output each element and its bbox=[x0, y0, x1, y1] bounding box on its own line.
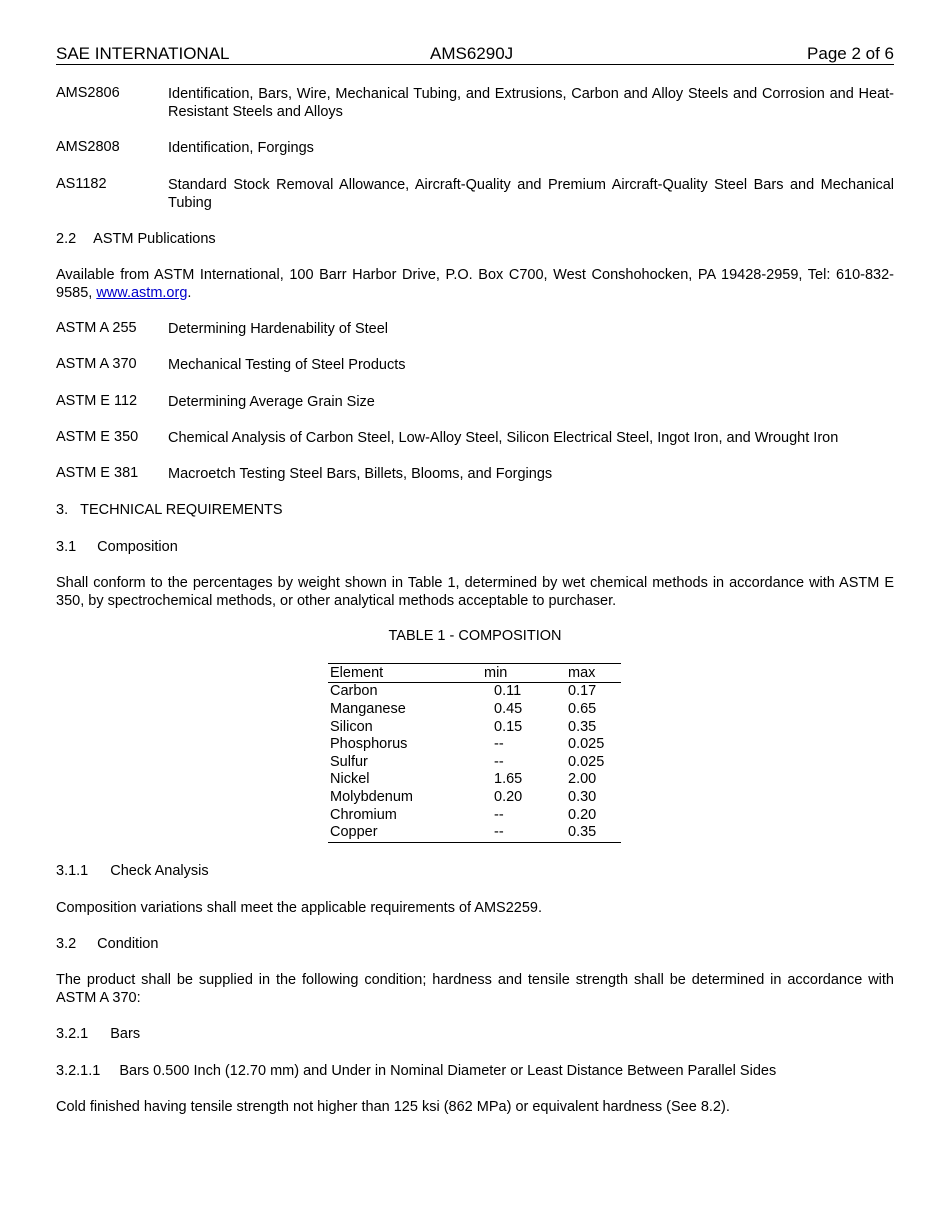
section-heading-3-2-1 bbox=[56, 1025, 894, 1043]
condition-paragraph: The product shall be supplied in the following condition; hardness and tensile strength shall be determined in accordance with ASTM A 370: bbox=[56, 972, 894, 1006]
element-cell: Copper bbox=[330, 824, 378, 840]
table-row bbox=[328, 789, 621, 807]
reference-code: AS1182 bbox=[56, 176, 107, 192]
reference-title: Identification, Bars, Wire, Mechanical Tubing, and Extrusions, Carbon and Alloy Steels and Corrosion and Heat-Resistant Steels and Alloys bbox=[168, 86, 894, 120]
section-title: Bars 0.500 Inch (12.70 mm) and Under in Nominal Diameter or Least Distance Between Parallel Sides bbox=[119, 1063, 777, 1079]
element-cell: Phosphorus bbox=[330, 736, 408, 752]
reference-title: Identification, Forgings bbox=[168, 140, 314, 156]
section-title: TECHNICAL REQUIREMENTS bbox=[80, 502, 283, 518]
reference-title: Determining Average Grain Size bbox=[168, 394, 375, 410]
availability-text: Available from ASTM International, 100 Barr Harbor Drive, P.O. Box C700, West Conshohocken, PA 19428-2959, Tel: 610-832-9585, bbox=[56, 267, 894, 301]
table-row bbox=[328, 771, 621, 789]
column-header-element: Element bbox=[330, 665, 384, 681]
section-title: ASTM Publications bbox=[93, 231, 216, 247]
section-number: 3. bbox=[56, 502, 69, 518]
table-bottom-rule bbox=[328, 842, 621, 843]
table-row bbox=[328, 736, 621, 754]
element-cell: Nickel bbox=[330, 771, 370, 787]
astm-availability-paragraph bbox=[56, 266, 894, 302]
header-document-number: AMS6290J bbox=[430, 44, 514, 63]
table-caption: TABLE 1 - COMPOSITION bbox=[388, 628, 562, 644]
astm-website-link[interactable]: www.astm.org bbox=[96, 285, 188, 301]
section-title: Condition bbox=[97, 936, 159, 952]
column-header-min: min bbox=[484, 665, 508, 681]
min-cell: 0.11 bbox=[494, 683, 522, 699]
element-cell: Molybdenum bbox=[330, 789, 414, 805]
max-cell: 0.65 bbox=[568, 701, 597, 717]
section-heading-2-2 bbox=[56, 230, 894, 248]
min-cell: 0.20 bbox=[494, 789, 523, 805]
min-cell: 1.65 bbox=[494, 771, 523, 787]
reference-code: ASTM A 370 bbox=[56, 356, 137, 372]
section-number: 3.2.1.1 bbox=[56, 1063, 101, 1079]
table-row bbox=[328, 754, 621, 772]
section-number: 3.1.1 bbox=[56, 863, 89, 879]
max-cell: 2.00 bbox=[568, 771, 597, 787]
section-heading-3-2-1-1 bbox=[56, 1062, 894, 1080]
min-cell: 0.45 bbox=[494, 701, 523, 717]
reference-title: Standard Stock Removal Allowance, Aircraft-Quality and Premium Aircraft-Quality Steel Bars and Mechanical Tubing bbox=[168, 177, 894, 211]
reference-code: ASTM E 112 bbox=[56, 393, 138, 409]
element-cell: Chromium bbox=[330, 807, 397, 823]
element-cell: Sulfur bbox=[330, 754, 368, 770]
max-cell: 0.30 bbox=[568, 789, 597, 805]
min-cell: 0.15 bbox=[494, 719, 523, 735]
section-number: 3.2.1 bbox=[56, 1026, 89, 1042]
section-title: Bars bbox=[110, 1026, 141, 1042]
reference-code: AMS2806 bbox=[56, 85, 120, 101]
section-number: 3.1 bbox=[56, 539, 77, 555]
table-row bbox=[328, 719, 621, 737]
reference-title: Determining Hardenability of Steel bbox=[168, 321, 389, 337]
reference-title: Mechanical Testing of Steel Products bbox=[168, 357, 406, 373]
element-cell: Manganese bbox=[330, 701, 406, 717]
min-cell: -- bbox=[494, 754, 504, 770]
check-analysis-paragraph: Composition variations shall meet the applicable requirements of AMS2259. bbox=[56, 900, 543, 916]
section-title: Composition bbox=[97, 539, 178, 555]
max-cell: 0.025 bbox=[568, 754, 605, 770]
table-row bbox=[328, 807, 621, 825]
reference-code: ASTM A 255 bbox=[56, 320, 137, 336]
column-header-max: max bbox=[568, 665, 596, 681]
table-top-rule bbox=[328, 663, 621, 664]
reference-code: ASTM E 381 bbox=[56, 465, 139, 481]
link-trailing-period: . bbox=[187, 285, 192, 301]
section-heading-3-1 bbox=[56, 538, 894, 556]
bars-condition-paragraph: Cold finished having tensile strength not higher than 125 ksi (862 MPa) or equivalent hardness (See 8.2). bbox=[56, 1099, 730, 1115]
section-heading-3-2 bbox=[56, 935, 894, 953]
table-header-row bbox=[328, 665, 621, 683]
max-cell: 0.35 bbox=[568, 824, 597, 840]
min-cell: -- bbox=[494, 736, 504, 752]
max-cell: 0.17 bbox=[568, 683, 597, 699]
max-cell: 0.025 bbox=[568, 736, 605, 752]
min-cell: -- bbox=[494, 824, 504, 840]
reference-code: AMS2808 bbox=[56, 139, 120, 155]
element-cell: Carbon bbox=[330, 683, 378, 699]
table-row bbox=[328, 683, 621, 701]
section-number: 2.2 bbox=[56, 231, 77, 247]
section-heading-3-1-1 bbox=[56, 862, 894, 880]
max-cell: 0.20 bbox=[568, 807, 597, 823]
reference-code: ASTM E 350 bbox=[56, 429, 139, 445]
section-number: 3.2 bbox=[56, 936, 77, 952]
page-header bbox=[56, 44, 894, 65]
element-cell: Silicon bbox=[330, 719, 373, 735]
section-heading-3 bbox=[56, 501, 894, 519]
min-cell: -- bbox=[494, 807, 504, 823]
reference-title: Macroetch Testing Steel Bars, Billets, Blooms, and Forgings bbox=[168, 466, 553, 482]
table-row bbox=[328, 701, 621, 719]
composition-paragraph: Shall conform to the percentages by weight shown in Table 1, determined by wet chemical methods in accordance with ASTM E 350, by spectrochemical methods, or other analytical methods acceptable to purchaser. bbox=[56, 575, 894, 609]
reference-title: Chemical Analysis of Carbon Steel, Low-Alloy Steel, Silicon Electrical Steel, Ingot Iron, and Wrought Iron bbox=[168, 430, 839, 446]
header-page-number: Page 2 of 6 bbox=[807, 44, 894, 63]
max-cell: 0.35 bbox=[568, 719, 597, 735]
table-row bbox=[328, 824, 621, 842]
section-title: Check Analysis bbox=[110, 863, 209, 879]
header-organization: SAE INTERNATIONAL bbox=[56, 44, 230, 63]
